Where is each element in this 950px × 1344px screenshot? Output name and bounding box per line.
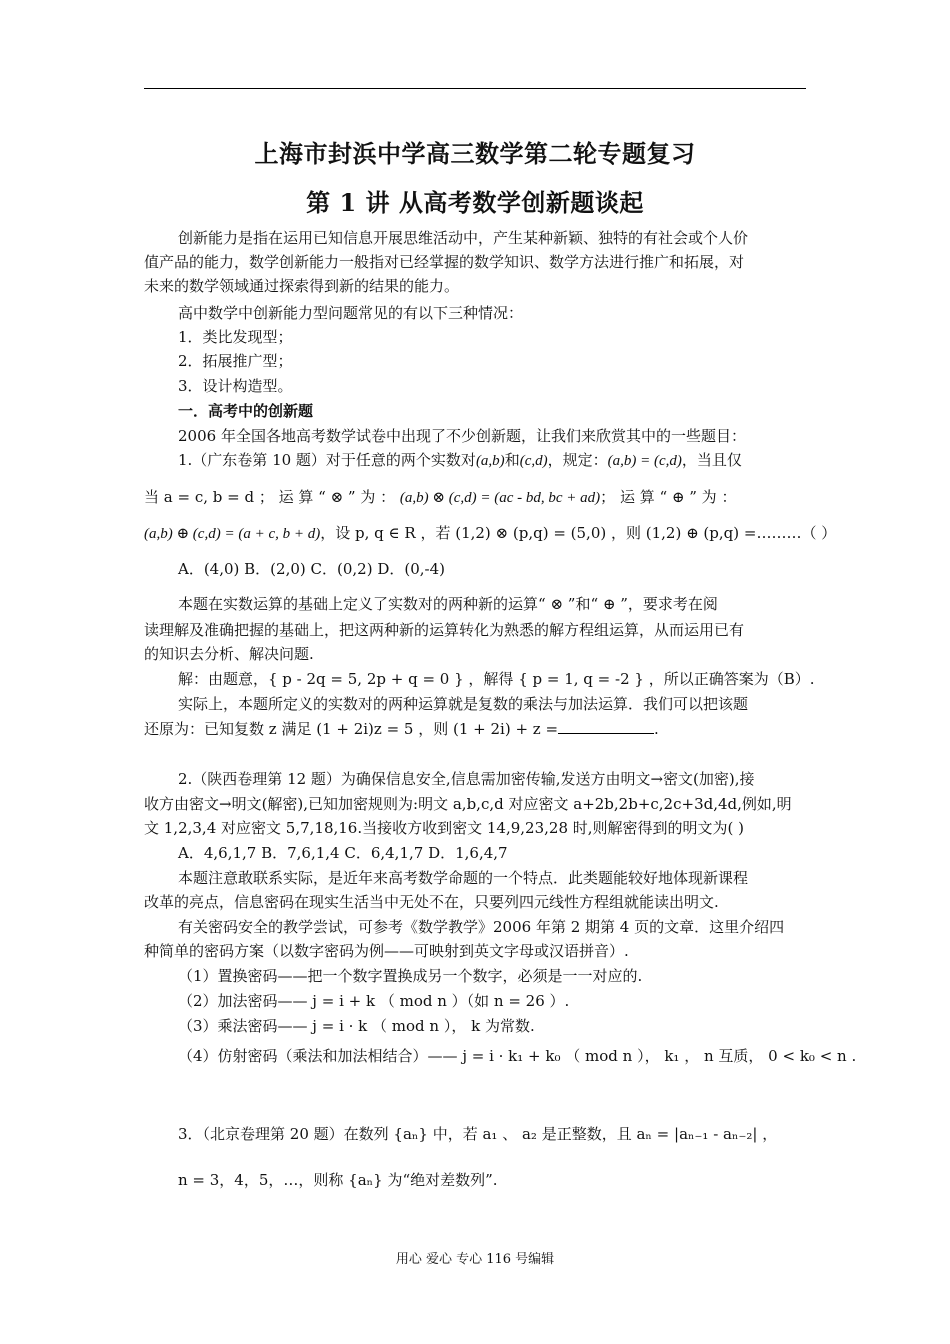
q1-analysis-1: 本题在实数运算的基础上定义了实数对的两种新的运算“ ⊗ ”和“ ⊕ ”，要求考在阅 [178,595,718,613]
section-heading: 一．高考中的创新题 [178,402,314,420]
q1-analysis-2: 读理解及准确把握的基础上，把这两种新的运算转化为熟悉的解方程组运算，从而运用已有 [144,621,745,639]
q2-line-3: 文 1,2,3,4 对应密文 5,7,18,16.当接收方收到密文 14,9,23,28 时,则解密得到的明文为( ) [144,819,745,837]
q1-line-2: 当 a = c, b = d ； 运 算 “ ⊗ ” 为 ： (a,b) ⊗ (c,d) = (ac - bd, bc + ad)； 运 算 “ ⊕ ” 为 ： [144,488,737,506]
q1-analysis-3: 的知识去分析、解决问题. [144,645,314,663]
answer-blank [558,719,654,734]
intro-line-1: 创新能力是指在运用已知信息开展思维活动中，产生某种新颖、独特的有社会或个人价 [178,229,749,247]
q2-line-1: 2.（陕西卷理第 12 题）为确保信息安全,信息需加密传输,发送方由明文→密文(加密),接 [178,770,755,788]
q1-extension-2: 还原为：已知复数 z 满足 (1 + 2i)z = 5 ，则 (1 + 2i) + z = . [144,720,659,738]
q2-ref-1: 有关密码安全的教学尝试，可参考《数学教学》2006 年第 2 期第 4 页的文章．这里介绍四 [178,918,785,936]
scheme-2: （2）加法密码—— j = i + k （ mod n ）（如 n = 26 ）. [178,992,570,1010]
section-intro: 2006 年全国各地高考数学试卷中出现了不少创新题，让我们来欣赏其中的一些题目： [178,427,746,445]
q1-line-1: 1.（广东卷第 10 题）对于任意的两个实数对(a,b)和(c,d)，规定：(a,b) = (c,d)，当且仅 [178,451,742,469]
q3-line-1: 3．（北京卷理第 20 题）在数列 {aₙ} 中，若 a₁ 、 a₂ 是正整数，且 aₙ = |aₙ₋₁ - aₙ₋₂| ， [178,1125,778,1143]
intro-line-3: 未来的数学领域通过探索得到新的结果的能力。 [144,277,460,295]
q3-line-2: n = 3，4，5，…，则称 {aₙ} 为“绝对差数列”. [178,1171,498,1189]
q2-analysis-1: 本题注意敢联系实际，是近年来高考数学命题的一个特点．此类题能较好地体现新课程 [178,869,749,887]
type-2: 2．拓展推广型； [178,352,293,370]
scheme-4: （4）仿射密码（乘法和加法相结合）—— j = i · k₁ + k₀ （ mod n ）， k₁ ， n 互质， 0 < k₀ < n . [178,1047,857,1065]
header-rule [144,88,806,89]
q1-solution: 解：由题意，{ p - 2q = 5, 2p + q = 0 } ，解得 { p = 1, q = -2 } ，所以正确答案为（B）. [178,670,815,688]
q1-line-3: (a,b) ⊕ (c,d) = (a + c, b + d)，设 p, q ∈ R ，若 (1,2) ⊗ (p,q) = (5,0) ，则 (1,2) ⊕ (p,q) =………（ ） [144,524,837,542]
page-title: 上海市封浜中学高三数学第二轮专题复习 [254,139,696,168]
type-1: 1．类比发现型； [178,328,293,346]
page-footer: 用心 爱心 专心 116 号编辑 [395,1252,555,1267]
lecture-title: 第 1 讲 从高考数学创新题谈起 [306,188,644,217]
scheme-1: （1）置换密码——把一个数字置换成另一个数字，必须是一一对应的. [178,967,643,985]
type-3: 3．设计构造型。 [178,377,293,395]
intro-line-4: 高中数学中创新能力型问题常见的有以下三种情况： [178,304,524,322]
q2-ref-2: 种简单的密码方案（以数字密码为例——可映射到英文字母或汉语拼音）. [144,942,629,960]
q2-analysis-2: 改革的亮点，信息密码在现实生活当中无处不在，只要列四元线性方程组就能读出明文. [144,893,719,911]
q1-extension-1: 实际上，本题所定义的实数对的两种运算就是复数的乘法与加法运算．我们可以把该题 [178,695,749,713]
q2-line-2: 收方由密文→明文(解密),已知加密规则为:明文 a,b,c,d 对应密文 a+2b,2b+c,2c+3d,4d,例如,明 [144,795,792,813]
q1-options: A．(4,0) B．(2,0) C．(0,2) D．(0,-4) [178,560,445,578]
scheme-3: （3）乘法密码—— j = i · k （ mod n ）， k 为常数. [178,1017,535,1035]
intro-line-2: 值产品的能力，数学创新能力一般指对已经掌握的数学知识、数学方法进行推广和拓展，对 [144,253,745,271]
q2-options: A．4,6,1,7 B．7,6,1,4 C．6,4,1,7 D．1,6,4,7 [178,844,508,862]
